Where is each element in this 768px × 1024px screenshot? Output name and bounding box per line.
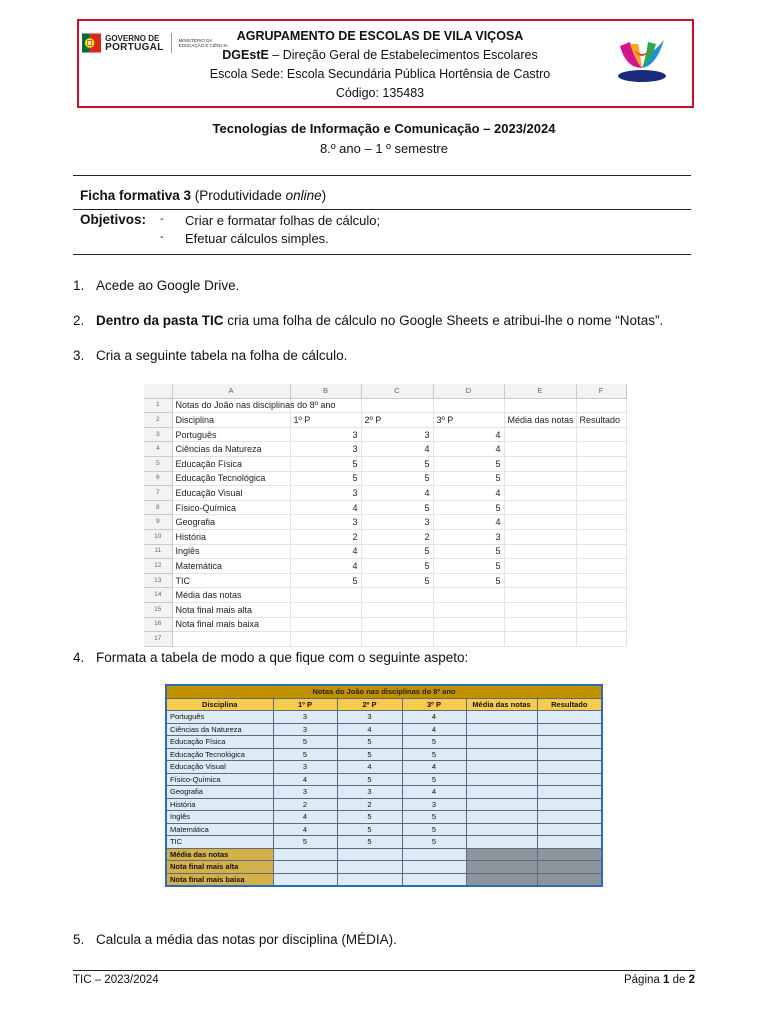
table-row: 10 História 2 2 3 [144, 529, 626, 544]
table-row: 3 Português 3 3 4 [144, 427, 626, 442]
column-header-row: A B C D E F [144, 384, 626, 398]
dgeste-line: DGEstE – Direção Geral de Estabelecimentos Escolares [222, 48, 538, 62]
table-row: TIC 5 5 5 [166, 836, 602, 849]
escola-sede: Escola Sede: Escola Secundária Pública Hortênsia de Castro [209, 67, 551, 81]
worksheet-title: Ficha formativa 3 (Produtividade online) [80, 188, 327, 203]
summary-row: 16 Nota final mais baixa [144, 617, 626, 632]
school-name: AGRUPAMENTO DE ESCOLAS DE VILA VIÇOSA [236, 29, 524, 43]
ministry-label: MINISTÉRIO DA EDUCAÇÃO E CIÊNCIA [178, 37, 228, 48]
question-2: 2. Dentro da pasta TIC cria uma folha de cálculo no Google Sheets e atribui-lhe o nome “Notas”. [73, 313, 664, 328]
footer-course: TIC – 2023/2024 [73, 974, 159, 986]
divider [73, 254, 691, 255]
formatted-header-row: Disciplina 1º P 2º P 3º P Média das notas Resultado [166, 698, 602, 711]
table-row: Matemática 4 5 5 [166, 823, 602, 836]
page-title: Tecnologias de Informação e Comunicação – 2023/2024 [212, 121, 556, 136]
school-header [190, 27, 570, 103]
objectives-label: Objetivos: [80, 212, 147, 227]
table-row: 6 Educação Tecnológica 5 5 5 [144, 471, 626, 486]
sheet-header-row: 2 Disciplina 1º P 2º P 3º P Média das notas Resultado [144, 413, 626, 428]
table-row: 5 Educação Física 5 5 5 [144, 456, 626, 471]
objective-item: - Criar e formatar folhas de cálculo; [160, 213, 381, 228]
portugal-shield-icon [82, 33, 101, 53]
question-5: 5. Calcula a média das notas por disciplina (MÉDIA). [73, 932, 397, 947]
formatted-title-row: Notas do João nas disciplinas do 8º ano [166, 685, 602, 698]
divider [73, 175, 691, 176]
table-row: Físico-Química 4 5 5 [166, 773, 602, 786]
table-row: 9 Geografia 3 3 4 [144, 515, 626, 530]
table-row: 11 Inglês 4 5 5 [144, 544, 626, 559]
table-row: Geografia 3 3 4 [166, 786, 602, 799]
summary-row: Nota final mais alta [166, 861, 602, 874]
page-subtitle: 8.º ano – 1 º semestre [319, 141, 448, 156]
table-row: 8 Físico-Química 4 5 5 [144, 500, 626, 515]
summary-row: 15 Nota final mais alta [144, 602, 626, 617]
table-row: 4 Ciências da Natureza 3 4 4 [144, 442, 626, 457]
table-row: Educação Tecnológica 5 5 5 [166, 748, 602, 761]
summary-row: Média das notas [166, 848, 602, 861]
summary-row: 14 Média das notas [144, 588, 626, 603]
government-wordmark: GOVERNO DE PORTUGAL [105, 34, 164, 53]
table-row: Educação Física 5 5 5 [166, 736, 602, 749]
table-row: Ciências da Natureza 3 4 4 [166, 723, 602, 736]
table-row: História 2 2 3 [166, 798, 602, 811]
question-3: 3. Cria a seguinte tabela na folha de cálculo. [73, 348, 348, 363]
divider [73, 209, 691, 210]
school-code: Código: 135483 [335, 86, 425, 100]
objective-item: - Efetuar cálculos simples. [160, 231, 329, 246]
page-number: Página 1 de 2 [623, 974, 695, 986]
table-row: Inglês 4 5 5 [166, 811, 602, 824]
table-row: 12 Matemática 4 5 5 [144, 559, 626, 574]
question-1: 1. Acede ao Google Drive. [73, 278, 240, 293]
table-row: Educação Visual 3 4 4 [166, 761, 602, 774]
formatted-table-screenshot [165, 684, 601, 887]
table-row: Português 3 3 4 [166, 711, 602, 724]
question-4: 4. Formata a tabela de modo a que fique com o seguinte aspeto: [73, 650, 469, 665]
table-row: 13 TIC 5 5 5 [144, 573, 626, 588]
footer-divider [73, 970, 695, 971]
table-row: 7 Educação Visual 3 4 4 [144, 486, 626, 501]
summary-row: Nota final mais baixa [166, 873, 602, 886]
school-group-logo-icon [612, 32, 672, 88]
sheet-title-cell: Notas do João nas disciplinas do 8º ano [172, 398, 290, 413]
spreadsheet-screenshot: A B C D E F 1 Notas do João nas disciplinas do 8º ano 2 Disciplina 1º P 2º P 3º P Média das notas Resultado 3 Português 3 3 4 4 Ciências da Natureza 3 4 4 5 Educação Física 5 5 5 6 Educação Tecnológica 5 5 5 7 Educação Visual 3 4 4 8 Físico-Química 4 5 5 9 Geografia 3 3 4 10 História 2 2 3 11 Inglês 4 5 5 12 Matemática 4 5 5 13 TIC 5 5 5 14 Média das notas 15 Nota final mais alta 16 Nota final mais baixa 17 [144, 384, 626, 628]
